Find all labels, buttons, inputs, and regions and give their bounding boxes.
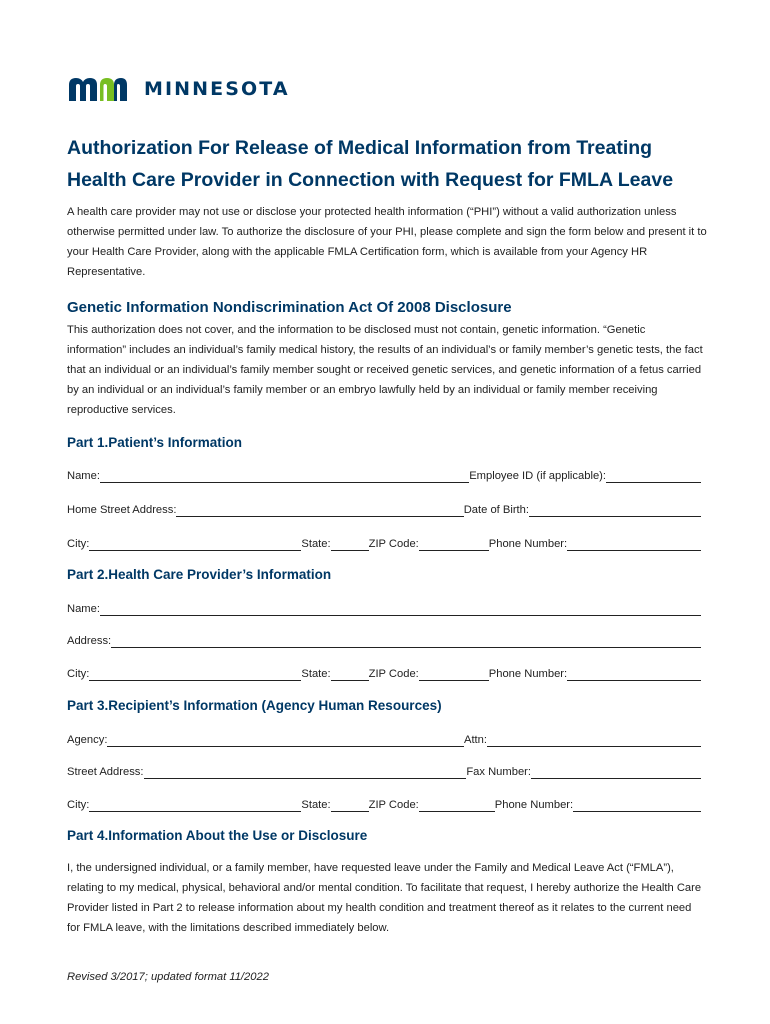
- provider-zip-label: ZIP Code:: [368, 668, 419, 680]
- part4-paragraph: I, the undersigned individual, or a family member, have requested leave under the Family and Medical Leave Act (“FMLA”), relating to my medical, physical, behavioral and/or mental condition. To facilitate that request, I hereby authorize the Health Care Provider listed in Part 2 to release information about my health condition and treatment thereof as it relates to the current need for FMLA leave, with the limitations described immediately below.: [67, 862, 702, 934]
- minnesota-logo: [67, 74, 290, 104]
- agency-field[interactable]: [107, 733, 464, 747]
- patient-zip-label: ZIP Code:: [368, 538, 419, 550]
- dob-field[interactable]: [529, 503, 701, 517]
- recipient-street-label: Street Address:: [67, 766, 144, 778]
- part1-row-address: [67, 499, 701, 517]
- patient-zip-field[interactable]: [419, 537, 489, 551]
- part3-row-agency: [67, 729, 701, 747]
- fax-label: Fax Number:: [466, 766, 531, 778]
- title-line-1: Authorization For Release of Medical Information from Treating: [67, 137, 653, 159]
- patient-name-field[interactable]: [100, 469, 469, 483]
- part2-row-city: [67, 663, 701, 681]
- agency-label: Agency:: [67, 734, 108, 746]
- provider-city-label: City:: [67, 668, 90, 680]
- provider-name-field[interactable]: [100, 602, 701, 616]
- patient-name-label: Name:: [67, 470, 100, 482]
- recipient-street-field[interactable]: [144, 765, 467, 779]
- recipient-city-field[interactable]: [89, 798, 301, 812]
- part1-row-name: [67, 465, 701, 483]
- recipient-state-label: State:: [301, 799, 331, 811]
- patient-city-label: City:: [67, 538, 90, 550]
- mn-logo-mark-icon: [67, 75, 129, 103]
- part3-row-city: [67, 794, 701, 812]
- home-address-label: Home Street Address:: [67, 504, 177, 516]
- provider-city-field[interactable]: [89, 667, 301, 681]
- attn-field[interactable]: [487, 733, 701, 747]
- recipient-state-field[interactable]: [331, 798, 369, 812]
- part3-heading: Part 3.Recipient’s Information (Agency Human Resources): [67, 698, 442, 713]
- dob-label: Date of Birth:: [463, 504, 529, 516]
- home-address-field[interactable]: [176, 503, 463, 517]
- patient-state-field[interactable]: [331, 537, 369, 551]
- provider-address-label: Address:: [67, 635, 112, 647]
- intro-paragraph: A health care provider may not use or disclose your protected health information (“PHI”) without a valid authorization unless otherwise permitted under law. To authorize the disclosure of your PHI, please complete and sign the form below and present it to your Health Care Provider, along with the applicable FMLA Certification form, which is available from your Agency HR Representative.: [67, 206, 707, 278]
- provider-zip-field[interactable]: [419, 667, 489, 681]
- patient-phone-label: Phone Number:: [488, 538, 568, 550]
- provider-state-field[interactable]: [331, 667, 369, 681]
- recipient-phone-label: Phone Number:: [494, 799, 574, 811]
- provider-phone-field[interactable]: [567, 667, 701, 681]
- part3-row-street: [67, 761, 701, 779]
- gina-paragraph: This authorization does not cover, and the information to be disclosed must not contain, genetic information. “Genetic information” includes an individual’s family medical history, the results of an individual’s or family member’s genetic tests, the fact that an individual or an individual’s family member sought or received genetic services, and genetic information of a fetus carried by an individual or an individual’s family member or an embryo lawfully held by an individual or family member receiving reproductive services.: [67, 324, 703, 416]
- part2-row-address: [67, 630, 701, 648]
- employee-id-label: Employee ID (if applicable):: [469, 470, 606, 482]
- provider-phone-label: Phone Number:: [488, 668, 568, 680]
- employee-id-field[interactable]: [606, 469, 701, 483]
- revision-footer: Revised 3/2017; updated format 11/2022: [67, 971, 269, 983]
- recipient-zip-field[interactable]: [419, 798, 495, 812]
- recipient-city-label: City:: [67, 799, 90, 811]
- provider-state-label: State:: [301, 668, 331, 680]
- provider-address-field[interactable]: [111, 634, 701, 648]
- part2-heading: Part 2.Health Care Provider’s Information: [67, 567, 332, 582]
- part1-heading: Part 1.Patient’s Information: [67, 435, 243, 450]
- logo-wordmark: MINNESOTA: [144, 78, 290, 100]
- fax-field[interactable]: [531, 765, 701, 779]
- part4-heading: Part 4.Information About the Use or Disclosure: [67, 828, 368, 843]
- recipient-phone-field[interactable]: [573, 798, 701, 812]
- part2-row-name: [67, 598, 701, 616]
- gina-heading: Genetic Information Nondiscrimination Act Of 2008 Disclosure: [67, 299, 512, 316]
- part1-row-city: [67, 533, 701, 551]
- recipient-zip-label: ZIP Code:: [368, 799, 419, 811]
- page-title: [67, 132, 717, 196]
- attn-label: Attn:: [463, 734, 487, 746]
- provider-name-label: Name:: [67, 603, 100, 615]
- title-line-2: Health Care Provider in Connection with Request for FMLA Leave: [67, 169, 674, 191]
- patient-phone-field[interactable]: [567, 537, 701, 551]
- patient-city-field[interactable]: [89, 537, 301, 551]
- patient-state-label: State:: [301, 538, 331, 550]
